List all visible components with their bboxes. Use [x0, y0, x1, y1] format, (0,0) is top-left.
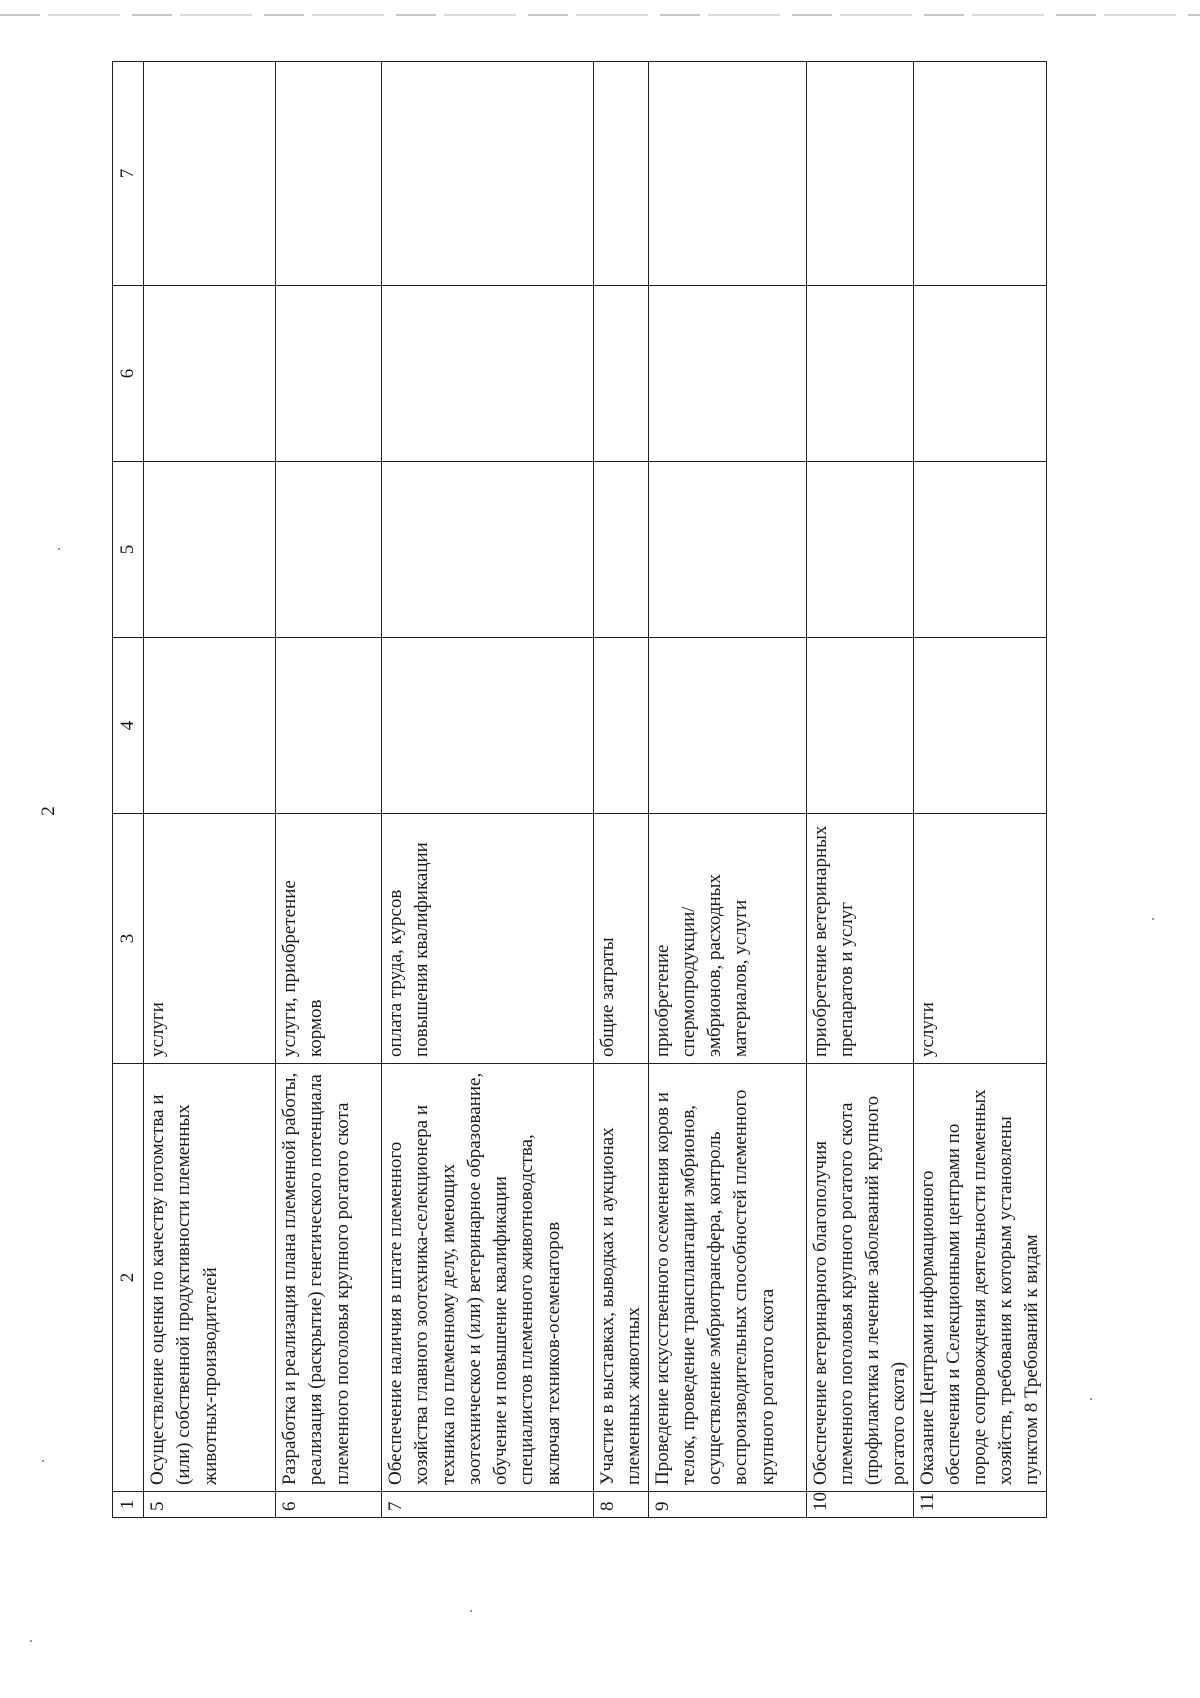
- table-cell: [806, 286, 913, 462]
- table-cell: [913, 462, 1046, 638]
- table-cell: [913, 638, 1046, 814]
- scan-edge-artifact: [0, 14, 1200, 16]
- table-cell: [648, 462, 806, 638]
- table-cell: [382, 638, 594, 814]
- table-cell: [913, 62, 1046, 286]
- activity-cell: Участие в выставках, выводках и аукционах племенных животных: [594, 1064, 648, 1492]
- table-cell: [382, 462, 594, 638]
- scan-speck: [470, 1610, 472, 1612]
- table-cell: [276, 286, 382, 462]
- table-cell: [806, 62, 913, 286]
- expenses-cell: общие затраты: [594, 814, 648, 1064]
- table-row: [382, 62, 594, 1518]
- expenses-table: [112, 61, 1047, 1518]
- activity-cell: Разработка и реализация плана племенной работы, реализация (раскрытие) генетического потенциала племенного поголовья крупного рогатого скота: [276, 1064, 382, 1492]
- table-cell: [913, 286, 1046, 462]
- table-cell: [144, 62, 276, 286]
- column-header-4: 4: [113, 638, 144, 814]
- column-header-7: 7: [113, 62, 144, 286]
- column-header-1: 1: [113, 1492, 144, 1518]
- table-cell: [144, 286, 276, 462]
- table-cell: [382, 286, 594, 462]
- row-number: 6: [276, 1492, 382, 1518]
- table-cell: [806, 462, 913, 638]
- row-number: 8: [594, 1492, 648, 1518]
- activity-cell: Осуществление оценки по качеству потомства и (или) собственной продуктивности племенных животных-производителей: [144, 1064, 276, 1492]
- table-cell: [594, 62, 648, 286]
- table-cell: [648, 62, 806, 286]
- row-number: 11: [913, 1492, 1046, 1518]
- table-row: [648, 62, 806, 1518]
- table-row: [144, 62, 276, 1518]
- row-number: 7: [382, 1492, 594, 1518]
- scan-speck: [1090, 1398, 1092, 1400]
- page-number: 2: [38, 806, 59, 816]
- expenses-cell: оплата труда, курсов повышения квалификации: [382, 814, 594, 1064]
- expenses-cell: приобретение ветеринарных препаратов и услуг: [806, 814, 913, 1064]
- scan-speck: [30, 1640, 32, 1642]
- table-cell: [382, 62, 594, 286]
- table-cell: [276, 638, 382, 814]
- activity-cell: Обеспечение ветеринарного благополучия племенного поголовья крупного рогатого скота (профилактика и лечение заболеваний крупного рогатого скота): [806, 1064, 913, 1492]
- table-cell: [594, 286, 648, 462]
- table-cell: [594, 462, 648, 638]
- table-cell: [144, 638, 276, 814]
- table-row: [594, 62, 648, 1518]
- table-row: [806, 62, 913, 1518]
- table-header-row: [113, 62, 144, 1518]
- expenses-cell: услуги: [144, 814, 276, 1064]
- table-cell: [276, 62, 382, 286]
- row-number: 10: [806, 1492, 913, 1518]
- column-header-6: 6: [113, 286, 144, 462]
- row-number: 5: [144, 1492, 276, 1518]
- rotated-table-container: [112, 62, 1134, 1518]
- column-header-2: 2: [113, 1064, 144, 1492]
- table-cell: [144, 462, 276, 638]
- scan-speck: [1152, 918, 1154, 920]
- table-cell: [648, 286, 806, 462]
- activity-cell: Проведение искусственного осеменения коров и телок, проведение трансплантации эмбрионов, осуществление эмбриотрансфера, контроль воспроизводительных способностей племенного крупного рогатого скота: [648, 1064, 806, 1492]
- table-row: [276, 62, 382, 1518]
- table-cell: [594, 638, 648, 814]
- table-cell: [648, 638, 806, 814]
- scan-speck: [42, 1460, 44, 1462]
- activity-cell: Оказание Центрами информационного обеспечения и Селекционными центрами по породе сопровождения деятельности племенных хозяйств, требования к которым установлены пунктом 8 Требований к видам: [913, 1064, 1046, 1492]
- column-header-3: 3: [113, 814, 144, 1064]
- row-number: 9: [648, 1492, 806, 1518]
- expenses-cell: услуги, приобретение кормов: [276, 814, 382, 1064]
- expenses-cell: приобретение спермопродукции/ эмбрионов, расходных материалов, услуги: [648, 814, 806, 1064]
- activity-cell: Обеспечение наличия в штате племенного хозяйства главного зоотехника-селекционера и техника по племенному делу, имеющих зоотехническое и (или) ветеринарное образование, обучение и повышение квалификации специалистов племенного животноводства, включая техников-осеменаторов: [382, 1064, 594, 1492]
- expenses-cell: услуги: [913, 814, 1046, 1064]
- scan-speck: [58, 548, 60, 550]
- column-header-5: 5: [113, 462, 144, 638]
- table-cell: [276, 462, 382, 638]
- table-cell: [806, 638, 913, 814]
- table-row: [913, 62, 1046, 1518]
